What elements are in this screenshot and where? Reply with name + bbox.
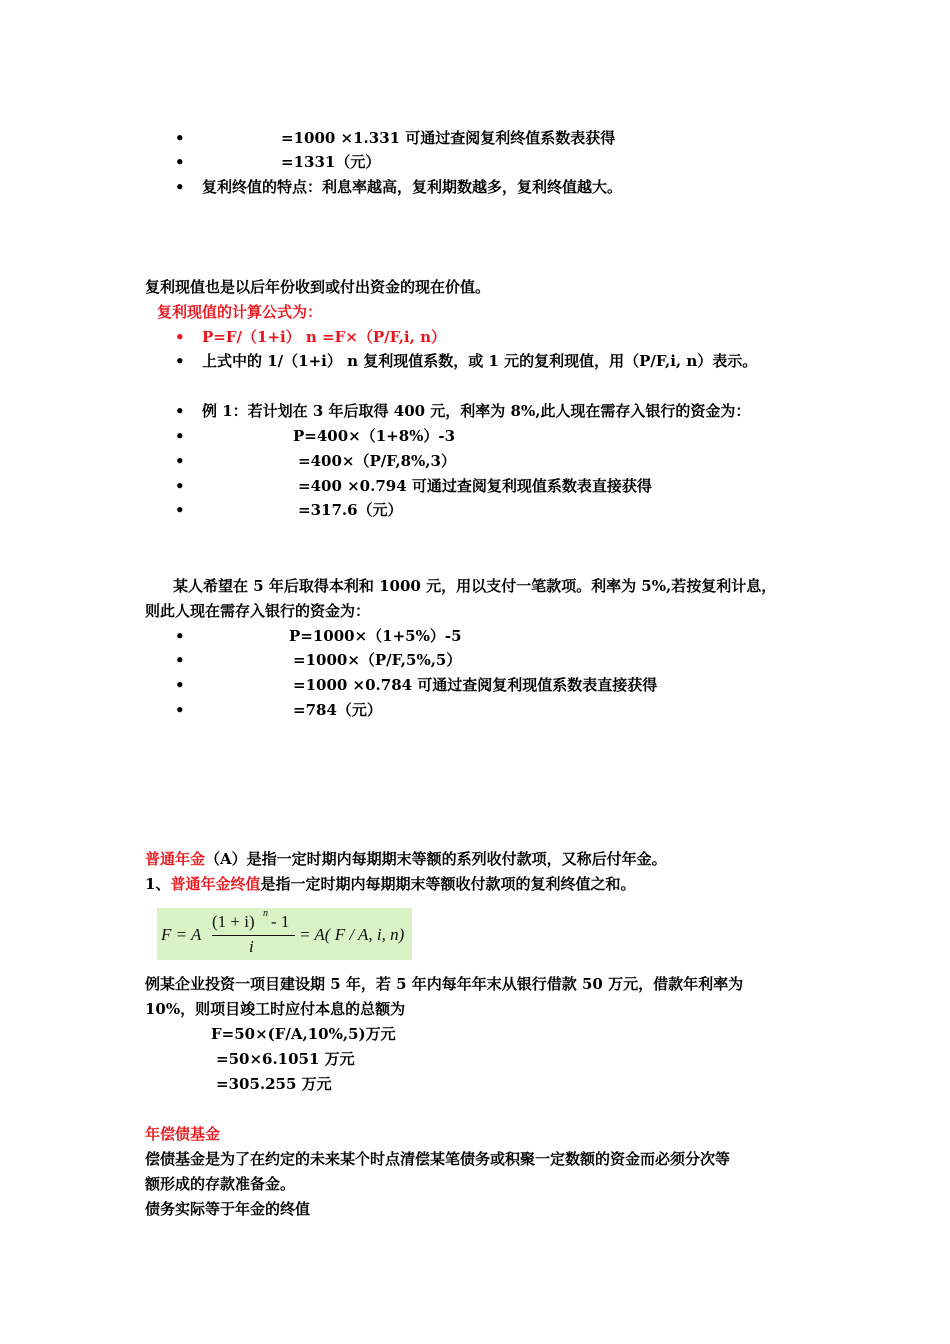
- example-3-calc: =50×6.1051 万元: [216, 1050, 355, 1068]
- sinking-fund-def-line2: 额形成的存款准备金。: [145, 1175, 296, 1193]
- example-3-line2: 10%，则项目竣工时应付本息的总额为: [145, 1000, 406, 1018]
- formula-fraction-bar: [212, 935, 295, 936]
- bullet-mark: •: [175, 328, 185, 346]
- fv-result-line: =1331（元）: [281, 153, 381, 171]
- pv-intro: 复利现值也是以后年份收到或付出资金的现在价值。: [145, 278, 491, 296]
- example-2-line: =1000×（P/F,5%,5）: [293, 651, 462, 669]
- bullet-mark: •: [175, 452, 185, 470]
- bullet-mark: •: [175, 501, 185, 519]
- bullet-mark: •: [175, 627, 185, 645]
- example-1-line: =400 ×0.794 可通过查阅复利现值系数表直接获得: [298, 477, 652, 495]
- bullet-mark: •: [175, 701, 185, 719]
- bullet-mark: •: [175, 153, 185, 171]
- formula-rhs: = A( F / A, i, n): [299, 925, 405, 944]
- annuity-fv-definition: [145, 874, 635, 894]
- bullet-mark: •: [175, 676, 185, 694]
- formula-minus-one: - 1: [271, 912, 290, 931]
- example-2-para-line1: 某人希望在 5 年后取得本利和 1000 元，用以支付一笔款项。利率为 5%,若按复利计息，: [173, 577, 777, 595]
- annuity-fv-term: 普通年金终值: [170, 875, 261, 893]
- formula-exponent: n: [263, 908, 268, 919]
- item-prefix: 1、: [145, 875, 171, 893]
- example-1-line: =400×（P/F,8%,3）: [298, 452, 456, 470]
- sinking-fund-heading: 年偿债基金: [145, 1125, 221, 1143]
- example-2-line: =784（元）: [293, 701, 382, 719]
- annuity-term: 普通年金: [145, 850, 206, 868]
- pv-formula-note: 上式中的 1/（1+i） n 复利现值系数，或 1 元的复利现值，用（P/F,i, n）表示。: [202, 352, 758, 370]
- example-2-line: P=1000×（1+5%）-5: [289, 627, 462, 645]
- annuity-fv-formula: [157, 908, 412, 960]
- example-2-line: =1000 ×0.784 可通过查阅复利现值系数表直接获得: [293, 676, 658, 694]
- bullet-mark: •: [175, 427, 185, 445]
- pv-formula-heading: 复利现值的计算公式为：: [157, 303, 323, 321]
- annuity-def-text: （A）是指一定时期内每期期末等额的系列收付款项，又称后付年金。: [205, 850, 667, 868]
- sinking-fund-def-line1: 偿债基金是为了在约定的未来某个时点清偿某笔债务或积聚一定数额的资金而必须分次等: [145, 1150, 731, 1168]
- example-2-para-line2: 则此人现在需存入银行的资金为：: [145, 602, 371, 620]
- example-1-line: =317.6（元）: [298, 501, 403, 519]
- example-3-calc: F=50×(F/A,10%,5)万元: [211, 1025, 396, 1043]
- bullet-mark: •: [175, 477, 185, 495]
- example-3-calc: =305.255 万元: [216, 1075, 332, 1093]
- pv-formula: P=F/（1+i） n =F×（P/F,i, n）: [202, 328, 446, 346]
- example-1-line: P=400×（1+8%）-3: [293, 427, 456, 445]
- bullet-mark: •: [175, 402, 185, 420]
- bullet-mark: •: [175, 651, 185, 669]
- annuity-definition: [145, 849, 667, 869]
- formula-numerator: (1 + i): [212, 912, 255, 931]
- example-1-title: 例 1：若计划在 3 年后取得 400 元，利率为 8%,此人现在需存入银行的资金为：: [202, 402, 751, 420]
- fv-feature-line: 复利终值的特点：利息率越高，复利期数越多，复利终值越大。: [202, 178, 623, 196]
- sinking-fund-note: 债务实际等于年金的终值: [145, 1200, 311, 1218]
- bullet-mark: •: [175, 129, 185, 147]
- fv-calc-line: =1000 ×1.331 可通过查阅复利终值系数表获得: [281, 129, 616, 147]
- example-3-line1: 例某企业投资一项目建设期 5 年，若 5 年内每年年末从银行借款 50 万元，借款年利率为: [145, 975, 744, 993]
- bullet-mark: •: [175, 352, 185, 370]
- formula-denominator: i: [249, 937, 254, 956]
- annuity-fv-def-text: 是指一定时期内每期期末等额收付款项的复利终值之和。: [260, 875, 636, 893]
- formula-lhs: F = A: [161, 925, 202, 944]
- bullet-mark: •: [175, 178, 185, 196]
